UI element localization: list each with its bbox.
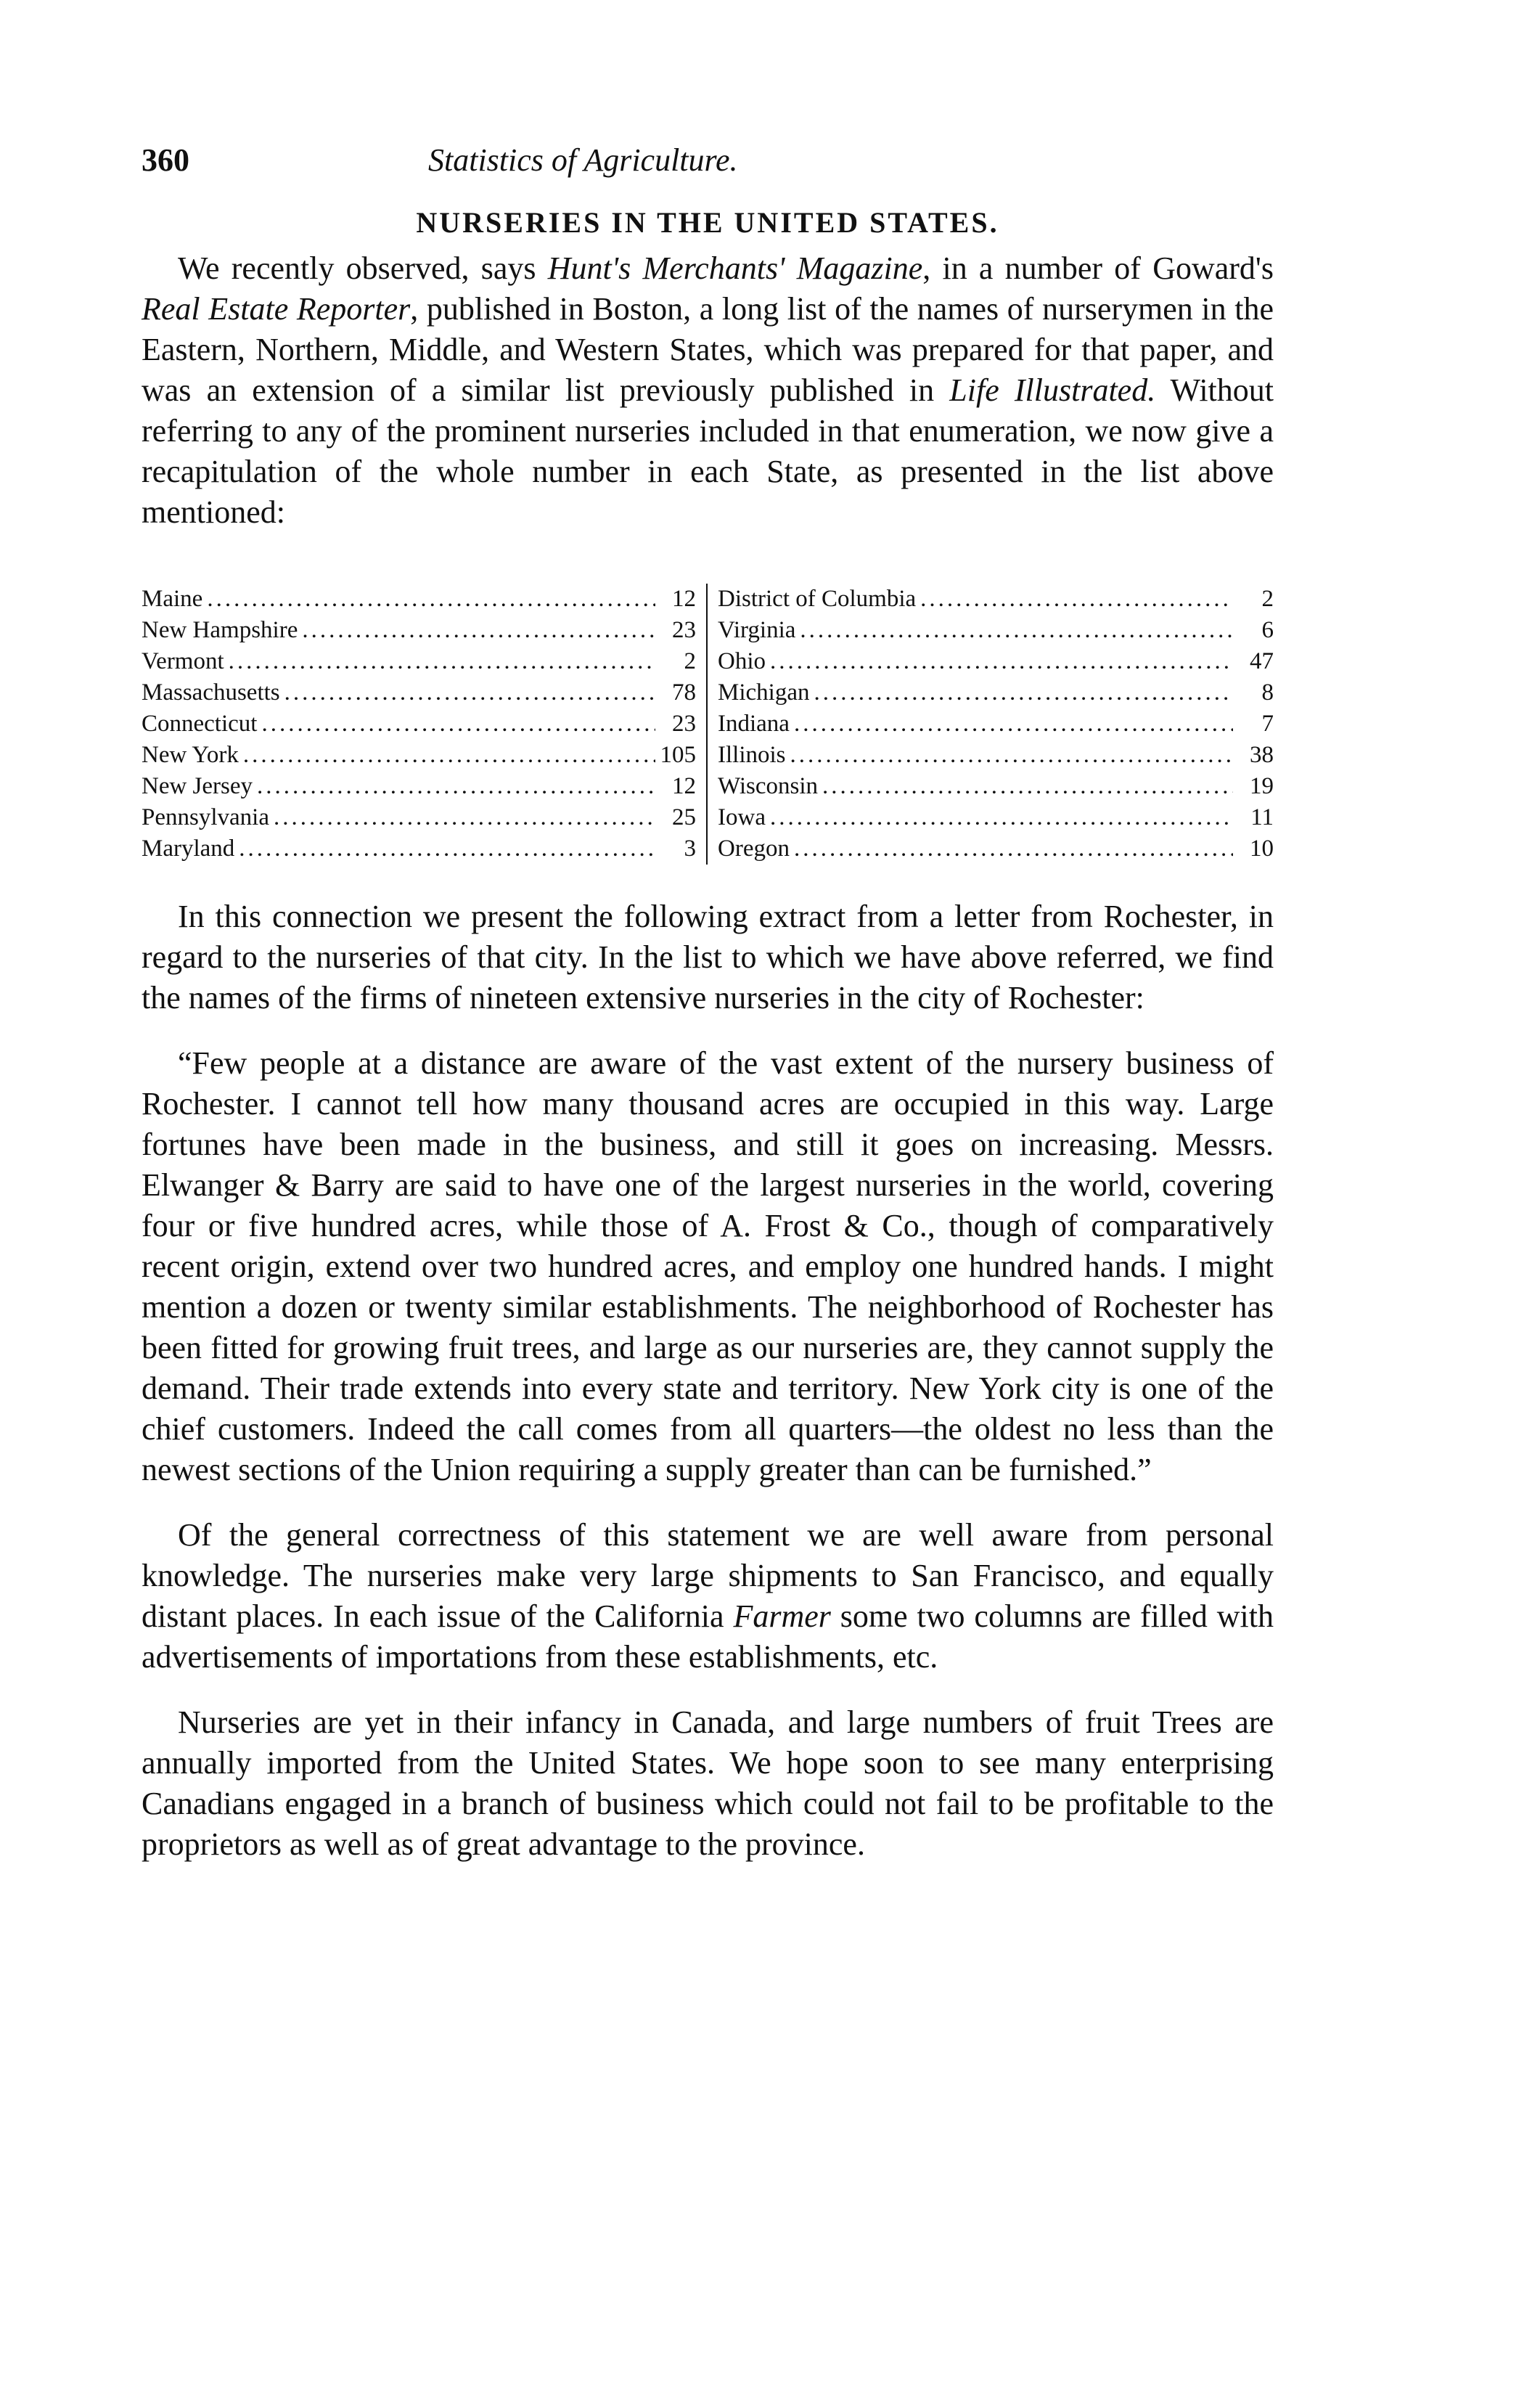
- state-name: Pennsylvania: [142, 804, 269, 830]
- state-count: 19: [1250, 773, 1274, 799]
- state-name: Connecticut: [142, 711, 258, 737]
- state-name: New York: [142, 742, 239, 768]
- state-count: 2: [684, 648, 696, 674]
- state-count: 7: [1261, 711, 1274, 737]
- section-title: NURSERIES IN THE UNITED STATES.: [416, 206, 999, 239]
- intro-text-4: Without referring to any of the prominent nurseries included in that enumeration, we now give a recapitulation of the whole number in each State, as presented in the list above mentioned:: [142, 372, 1274, 530]
- state-count: 105: [660, 742, 696, 768]
- correctness-paragraph: [142, 1515, 1274, 1678]
- state-count: 3: [684, 836, 696, 862]
- state-count: 12: [672, 773, 696, 799]
- state-list-right: [708, 584, 1274, 865]
- state-name: Massachusetts: [142, 679, 280, 706]
- state-row: [142, 646, 696, 677]
- canada-paragraph: Nurseries are yet in their infancy in Canada, and large numbers of fruit Trees are annually imported from the United States. We hope soon to see many enterprising Canadians engaged in a branch of business which could not fail to be profitable to the proprietors as well as of great advantage to the province.: [142, 1704, 1274, 1862]
- rochester-quote: “Few people at a distance are aware of the vast extent of the nursery business of Rochester. I cannot tell how many thousand acres are occupied in this way. Large fortunes have been made in the business, and still it goes on increasing. Messrs. Elwanger & Barry are said to have one of the largest nurseries in the world, covering four or five hundred acres, while those of A. Frost & Co., though of comparatively recent origin, extend over two hundred acres, and employ one hundred hands. I might mention a dozen or twenty similar establishments. The neighborhood of Rochester has been fitted for growing fruit trees, and large as our nurseries are, they cannot supply the demand. Their trade extends into every state and territory. New York city is one of the chief customers. Indeed the call comes from all quarters—the oldest no less than the newest sections of the Union requiring a supply greater than can be furnished.”: [142, 1045, 1274, 1487]
- nursery-count-table: [142, 584, 1274, 865]
- state-count: 25: [672, 804, 696, 830]
- page: [142, 142, 1274, 1865]
- state-count: 12: [672, 586, 696, 612]
- state-count: 23: [672, 711, 696, 737]
- state-name: New Jersey: [142, 773, 253, 799]
- state-row: [142, 833, 696, 865]
- state-row: [718, 708, 1274, 740]
- state-list-left: [142, 584, 708, 865]
- publication-hunts: Hunt's Merchants' Magazine: [547, 250, 923, 286]
- state-count: 38: [1250, 742, 1274, 768]
- rochester-paragraph: In this connection we present the following extract from a letter from Rochester, in regard to the nurseries of that city. In the list to which we have above referred, we find the names of the firms of nineteen extensive nurseries in the city of Rochester:: [142, 899, 1274, 1016]
- state-name: Indiana: [718, 711, 790, 737]
- publication-farmer: Farmer: [733, 1598, 831, 1634]
- state-name: Oregon: [718, 836, 790, 862]
- state-name: Iowa: [718, 804, 766, 830]
- correctness-text-1: Of the general correctness of this statement we are well aware from personal knowledge. The nurseries make very large shipments to San Francisco, and equally distant places. In each issue of the California: [142, 1517, 1274, 1634]
- state-row: [142, 615, 696, 646]
- state-row: [142, 708, 696, 740]
- intro-text-1: We recently observed, says: [178, 250, 548, 286]
- state-count: 8: [1261, 679, 1274, 706]
- state-count: 78: [672, 679, 696, 706]
- state-count: 6: [1261, 617, 1274, 643]
- state-name: Ohio: [718, 648, 766, 674]
- state-name: Vermont: [142, 648, 224, 674]
- state-row: [142, 677, 696, 708]
- state-count: 10: [1250, 836, 1274, 862]
- state-row: [718, 615, 1274, 646]
- state-name: District of Columbia: [718, 586, 917, 612]
- state-row: [718, 771, 1274, 802]
- state-row: [142, 771, 696, 802]
- state-name: Wisconsin: [718, 773, 818, 799]
- state-name: New Hampshire: [142, 617, 298, 643]
- state-row: [142, 740, 696, 771]
- state-row: [718, 802, 1274, 833]
- state-count: 2: [1261, 586, 1274, 612]
- intro-text-2: , in a number of Goward's: [922, 250, 1274, 286]
- publication-life-illustrated: Life Illustrated.: [949, 372, 1156, 408]
- intro-text-3: , published in Boston, a long list of the names of nurserymen in the Eastern, Northern, Middle, and Western States, which was prepared for that paper, and was an extension of a similar list previously published in: [142, 291, 1274, 408]
- publication-real-estate-reporter: Real Estate Reporter: [142, 291, 411, 327]
- state-name: Maine: [142, 586, 203, 612]
- state-row: [142, 584, 696, 615]
- running-head: [142, 142, 1274, 192]
- state-row: [718, 584, 1274, 615]
- state-count: 11: [1250, 804, 1274, 830]
- state-row: [718, 677, 1274, 708]
- running-title: Statistics of Agriculture.: [428, 142, 738, 178]
- state-row: [718, 646, 1274, 677]
- state-row: [718, 833, 1274, 865]
- correctness-text-2: some two columns are filled with advertisements of importations from these establishments, etc.: [142, 1598, 1274, 1675]
- state-name: Virginia: [718, 617, 796, 643]
- state-row: [718, 740, 1274, 771]
- state-name: Maryland: [142, 836, 235, 862]
- state-row: [142, 802, 696, 833]
- state-count: 23: [672, 617, 696, 643]
- intro-paragraph: [142, 248, 1274, 533]
- page-number: 360: [142, 142, 189, 178]
- state-name: Illinois: [718, 742, 786, 768]
- state-count: 47: [1250, 648, 1274, 674]
- state-name: Michigan: [718, 679, 810, 706]
